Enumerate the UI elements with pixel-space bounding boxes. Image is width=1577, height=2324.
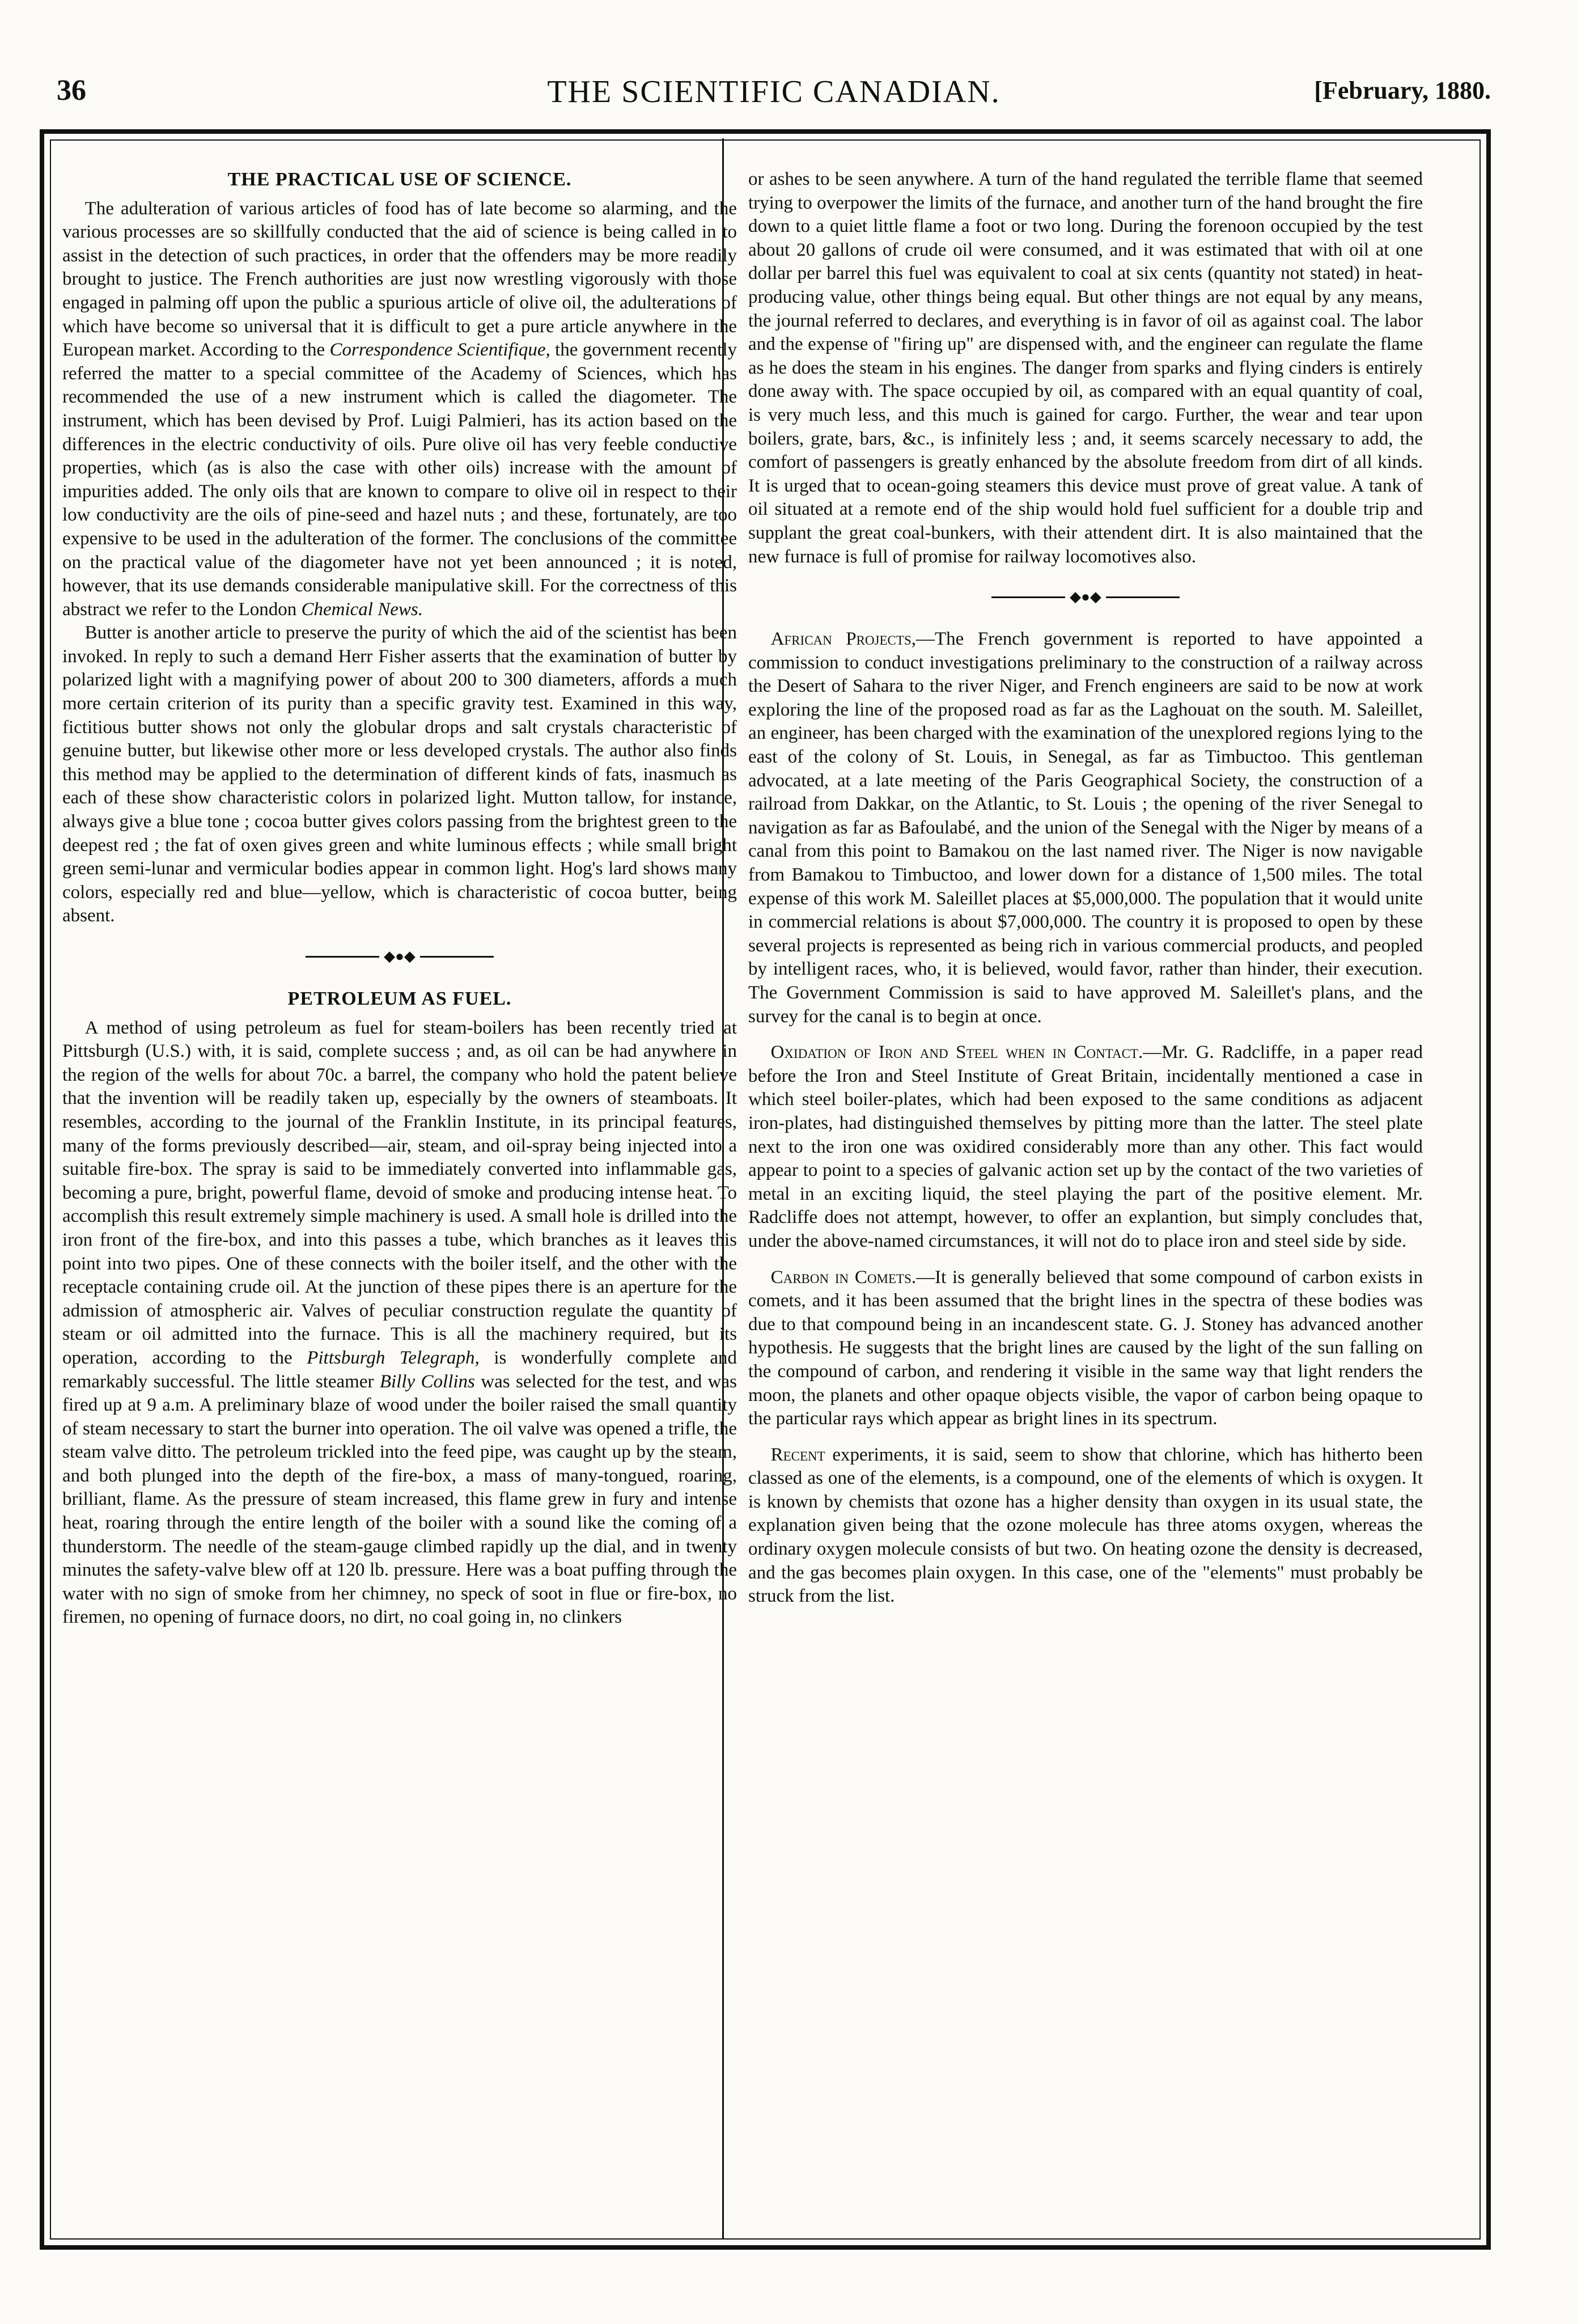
divider-line <box>1106 596 1180 598</box>
item-african-projects <box>748 628 1423 1028</box>
article-paragraph <box>62 1017 737 1629</box>
article-paragraph: Butter is another article to preserve the purity of which the aid of the scientist has been invoked. In reply to such a demand Herr Fisher asserts that the examination of butter by polarized light with a magnifying power of about 200 to 300 diameters, affords a much more certain criterion of its purity than a specific gravity test. Examined in this way, fictitious butter shows not only the globular drops and salt crystals characteristic of genuine butter, but likewise other more or less developed crystals. The author also finds this method may be applied to the determination of different kinds of fats, inasmuch as each of these show characteristic colors in polarized light. Mutton tallow, for instance, always give a blue tone ; cocoa butter gives colors passing from the brightest green to the deepest red ; the fat of oxen gives green and white luminous effects ; while small bright green semi-lunar and vermicular bodies appear in common light. Hog's lard shows many colors, especially red and blue—yellow, which is characteristic of cocoa butter, being absent. <box>62 623 737 926</box>
section-divider <box>748 589 1423 606</box>
journal-name-italic: Correspondence Scientifique, <box>329 340 550 361</box>
paragraph-text: was selected for the test, and was fired up at 9 a.m. A preliminary blaze of wood under the boiler raised the small quantity of steam necessary to start the burner into operation. The oil valve was opened a trifle, the steam valve ditto. The petroleum trickled into the feed pipe, was caught up by the steam, and both plunged into the depth of the fire-box, a mass of many-tongued, roaring, brilliant, flame. As the pressure of steam increased, this flame grew in fury and intense heat, roaring through the entire length of the boiler with a sound like the coming of a thunderstorm. The needle of the steam-gauge climbed rapidly up the dial, and in twenty minutes the safety-valve blew off at 120 lb. pressure. Here was a boat puffing through the water with no sign of smoke from her chimney, no speck of soot in flue or fire-box, no firemen, no opening of furnace doors, no dirt, no coal going in, no clinkers <box>62 1371 737 1628</box>
newspaper-name-italic: Pittsburgh Telegraph, <box>307 1347 480 1368</box>
issue-date: [February, 1880. <box>1314 77 1491 104</box>
running-head <box>57 74 1491 119</box>
article-continuation: or ashes to be seen anywhere. A turn of the hand regulated the terrible flame that seemed trying to overpower the limits of the furnace, and another turn of the hand brought the fire down to a quiet little flame a foot or two long. During the forenoon occupied by the test about 20 gallons of crude oil were consumed, and it was estimated that with oil at one dollar per barrel this fuel was equivalent to coal at six cents (quantity not stated) in heat-producing value, other things being equal. But other things are not equal by any means, the journal referred to declares, and everything is in favor of oil as against coal. The labor and the expense of "firing up" are dispensed with, and the engineer can regulate the flame as he does the steam in his engines. The danger from sparks and flying cinders is entirely done away with. The space occupied by oil, as compared with an equal quantity of coal, is very much less, and this much is gained for cargo. Further, the wear and tear upon boilers, grate, bars, &c., is infinitely less ; and, it seems scarcely necessary to add, the comfort of passengers is greatly enhanced by the absolute freedom from dirt of all kinds. It is urged that to ocean-going steamers this device must prove of great value. A tank of oil situated at a remote end of the ship would hold fuel sufficient for a double trip and supplant the great coal-bunkers, with their attendent dirt. It is also maintained that the new furnace is full of promise for railway locomotives also. <box>748 169 1423 567</box>
divider-ornament-icon: ◆●◆ <box>1070 589 1101 606</box>
left-column <box>62 168 737 1629</box>
item-body: —It is generally believed that some compound of carbon exists in comets, and it has been assumed that the bright lines in the spectra of these bodies was due to that compound being in an incandescent state. G. J. Stoney has advanced another hypothesis. He suggests that the bright lines are caused by the light of the sun falling on the compound of carbon, and rendering it visible in the same way that light renders the moon, the planets and other opaque objects visible, the vapor of carbon being opaque to the particular rays which appear as bright lines in its spectrum. <box>748 1267 1423 1429</box>
divider-line <box>420 956 494 958</box>
item-lead: Carbon in Comets. <box>770 1267 917 1288</box>
divider-ornament-icon: ◆●◆ <box>384 948 416 964</box>
article-title-practical-use-of-science: THE PRACTICAL USE OF SCIENCE. <box>227 169 572 190</box>
article-paragraph <box>62 197 737 622</box>
paragraph-text: A method of using petroleum as fuel for steam-boilers has been recently tried at Pittsburgh (U.S.) with, it is said, complete success ; and, as oil can be had anywhere in the region of the wells for about 70c. a barrel, the company who hold the patent believe that the invention will be readily taken up, especially by the owners of steamboats. It resembles, according to the journal of the Franklin Institute, in its principal features, many of the forms previously described—air, steam, and oil-spray being injected into a suitable fire-box. The spray is said to be immediately converted into inflammable gas, becoming a pure, bright, powerful flame, devoid of smoke and producing intense heat. To accomplish this result extremely simple machinery is used. A small hole is drilled into the iron front of the fire-box, and into this passes a tube, which branches as it leaves this point into two pipes. One of these connects with the boiler itself, and the other with the receptacle containing crude oil. At the junction of these pipes there is an aperture for the admission of atmospheric air. Valves of peculiar construction regulate the quantity of steam or oil admitted into the furnace. This is all the machinery required, but its operation, according to the <box>62 1017 737 1368</box>
item-lead: Oxidation of Iron and Steel when in Contact. <box>770 1042 1143 1063</box>
item-carbon-in-comets <box>748 1266 1423 1431</box>
item-recent-experiments <box>748 1443 1423 1608</box>
ship-name-italic: Billy Collins <box>379 1371 475 1392</box>
right-column <box>748 168 1423 1608</box>
source-name-italic: Chemical News. <box>301 599 423 620</box>
section-divider <box>62 948 737 964</box>
item-lead: Recent <box>770 1444 825 1465</box>
paragraph-text: the government recently referred the matter to a special committee of the Academy of Sciences, which has recommended the use of a new instrument which is called the diagometer. The instrument, which has been devised by Prof. Luigi Palmieri, has its action based on the differences in the electric conductivity of oils. Pure olive oil has very feeble conductive properties, which (as is also the case with other oils) increase with the amount of impurities added. The only oils that are known to compare to olive oil in respect to their low conductivity are the oils of pine-seed and hazel nuts ; and these, fortunately, are too expensive to be used in the adulteration of the former. The conclusions of the committee on the practical value of the diagometer have not yet been announced ; it is noted, however, that its use demands considerable manipulative skill. For the correctness of this abstract we refer to the London <box>62 340 737 620</box>
item-body: —Mr. G. Radcliffe, in a paper read before the Iron and Steel Institute of Great Britain, incidentally mentioned a case in which steel boiler-plates, which had been exposed to the same conditions as adjacent iron-plates, had distinguished themselves by pitting more than the latter. The steel plate next to the iron one was oxidired considerably more than any other. This fact would appear to point to a species of galvanic action set up by the contact of the two varieties of metal in an exciting liquid, the steel playing the part of the positive element. Mr. Radcliffe does not attempt, however, to offer an explantion, but simply concludes that, under the above-named circumstances, it will not do to place iron and steel side by side. <box>748 1042 1423 1251</box>
divider-line <box>306 956 379 958</box>
item-body: —The French government is reported to have appointed a commission to conduct investigations preliminary to the construction of a railway across the Desert of Sahara to the river Niger, and French engineers are said to be now at work exploring the line of the proposed road as far as the Laghouat on the south. M. Saleillet, an engineer, has been charged with the examination of the unexplored regions lying to the east of the colony of St. Louis, in Senegal, as far as Timbuctoo. This gentleman advocated, at a late meeting of the Paris Geographical Society, the construction of a railroad from Dakkar, on the Atlantic, to St. Louis ; the opening of the river Senegal to navigation as far as Bafoulabé, and the union of the Senegal with the Niger by means of a canal from this point to Bamakou on the last named river. The Niger is now navigable from Bamakou to Timbuctoo, and lower down for a distance of 1,500 miles. The total expense of this work M. Saleillet places at $5,000,000. The population that it would unite in commercial relations is about $7,000,000. The country it is proposed to open by these several projects is represented as being rich in various commercial products, and peopled by intelligent races, who, it is believed, would favor, rather than hinder, their execution. The Government Commission is said to have approved M. Saleillet's plans, and the survey for the canal is to begin at once. <box>748 629 1423 1027</box>
item-body: experiments, it is said, seem to show that chlorine, which has hitherto been classed as one of the elements, is a compound, one of the elements of which is oxygen. It is known by chemists that ozone has a higher density than oxygen in its usual state, the explanation given being that the ozone molecule has three atoms oxygen, whereas the ordinary oxygen molecule consists of but two. On heating ozone the density is decreased, and the gas becomes plain oxygen. In this case, one of the "elements" must probably be struck from the list. <box>748 1444 1423 1607</box>
item-oxidation <box>748 1041 1423 1253</box>
paragraph-text: The adulteration of various articles of food has of late become so alarming, and the various processes are so skillfully conducted that the aid of science is being called in to assist in the detection of such practices, in order that the offenders may be more readily brought to justice. The French authorities are just now wrestling vigorously with those engaged in palming off upon the public a spurious article of olive oil, the adulterations of which have become so universal that it is difficult to get a pure article anywhere in the European market. According to the <box>62 198 737 361</box>
page-number: 36 <box>57 74 86 107</box>
item-lead: African Projects, <box>770 629 916 650</box>
journal-title: THE SCIENTIFIC CANADIAN. <box>547 74 1001 109</box>
article-title-petroleum-as-fuel: PETROLEUM AS FUEL. <box>287 988 512 1009</box>
divider-line <box>991 596 1065 598</box>
paragraph-text: is wonderfully complete and remarkably successful. The little steamer <box>62 1347 737 1392</box>
